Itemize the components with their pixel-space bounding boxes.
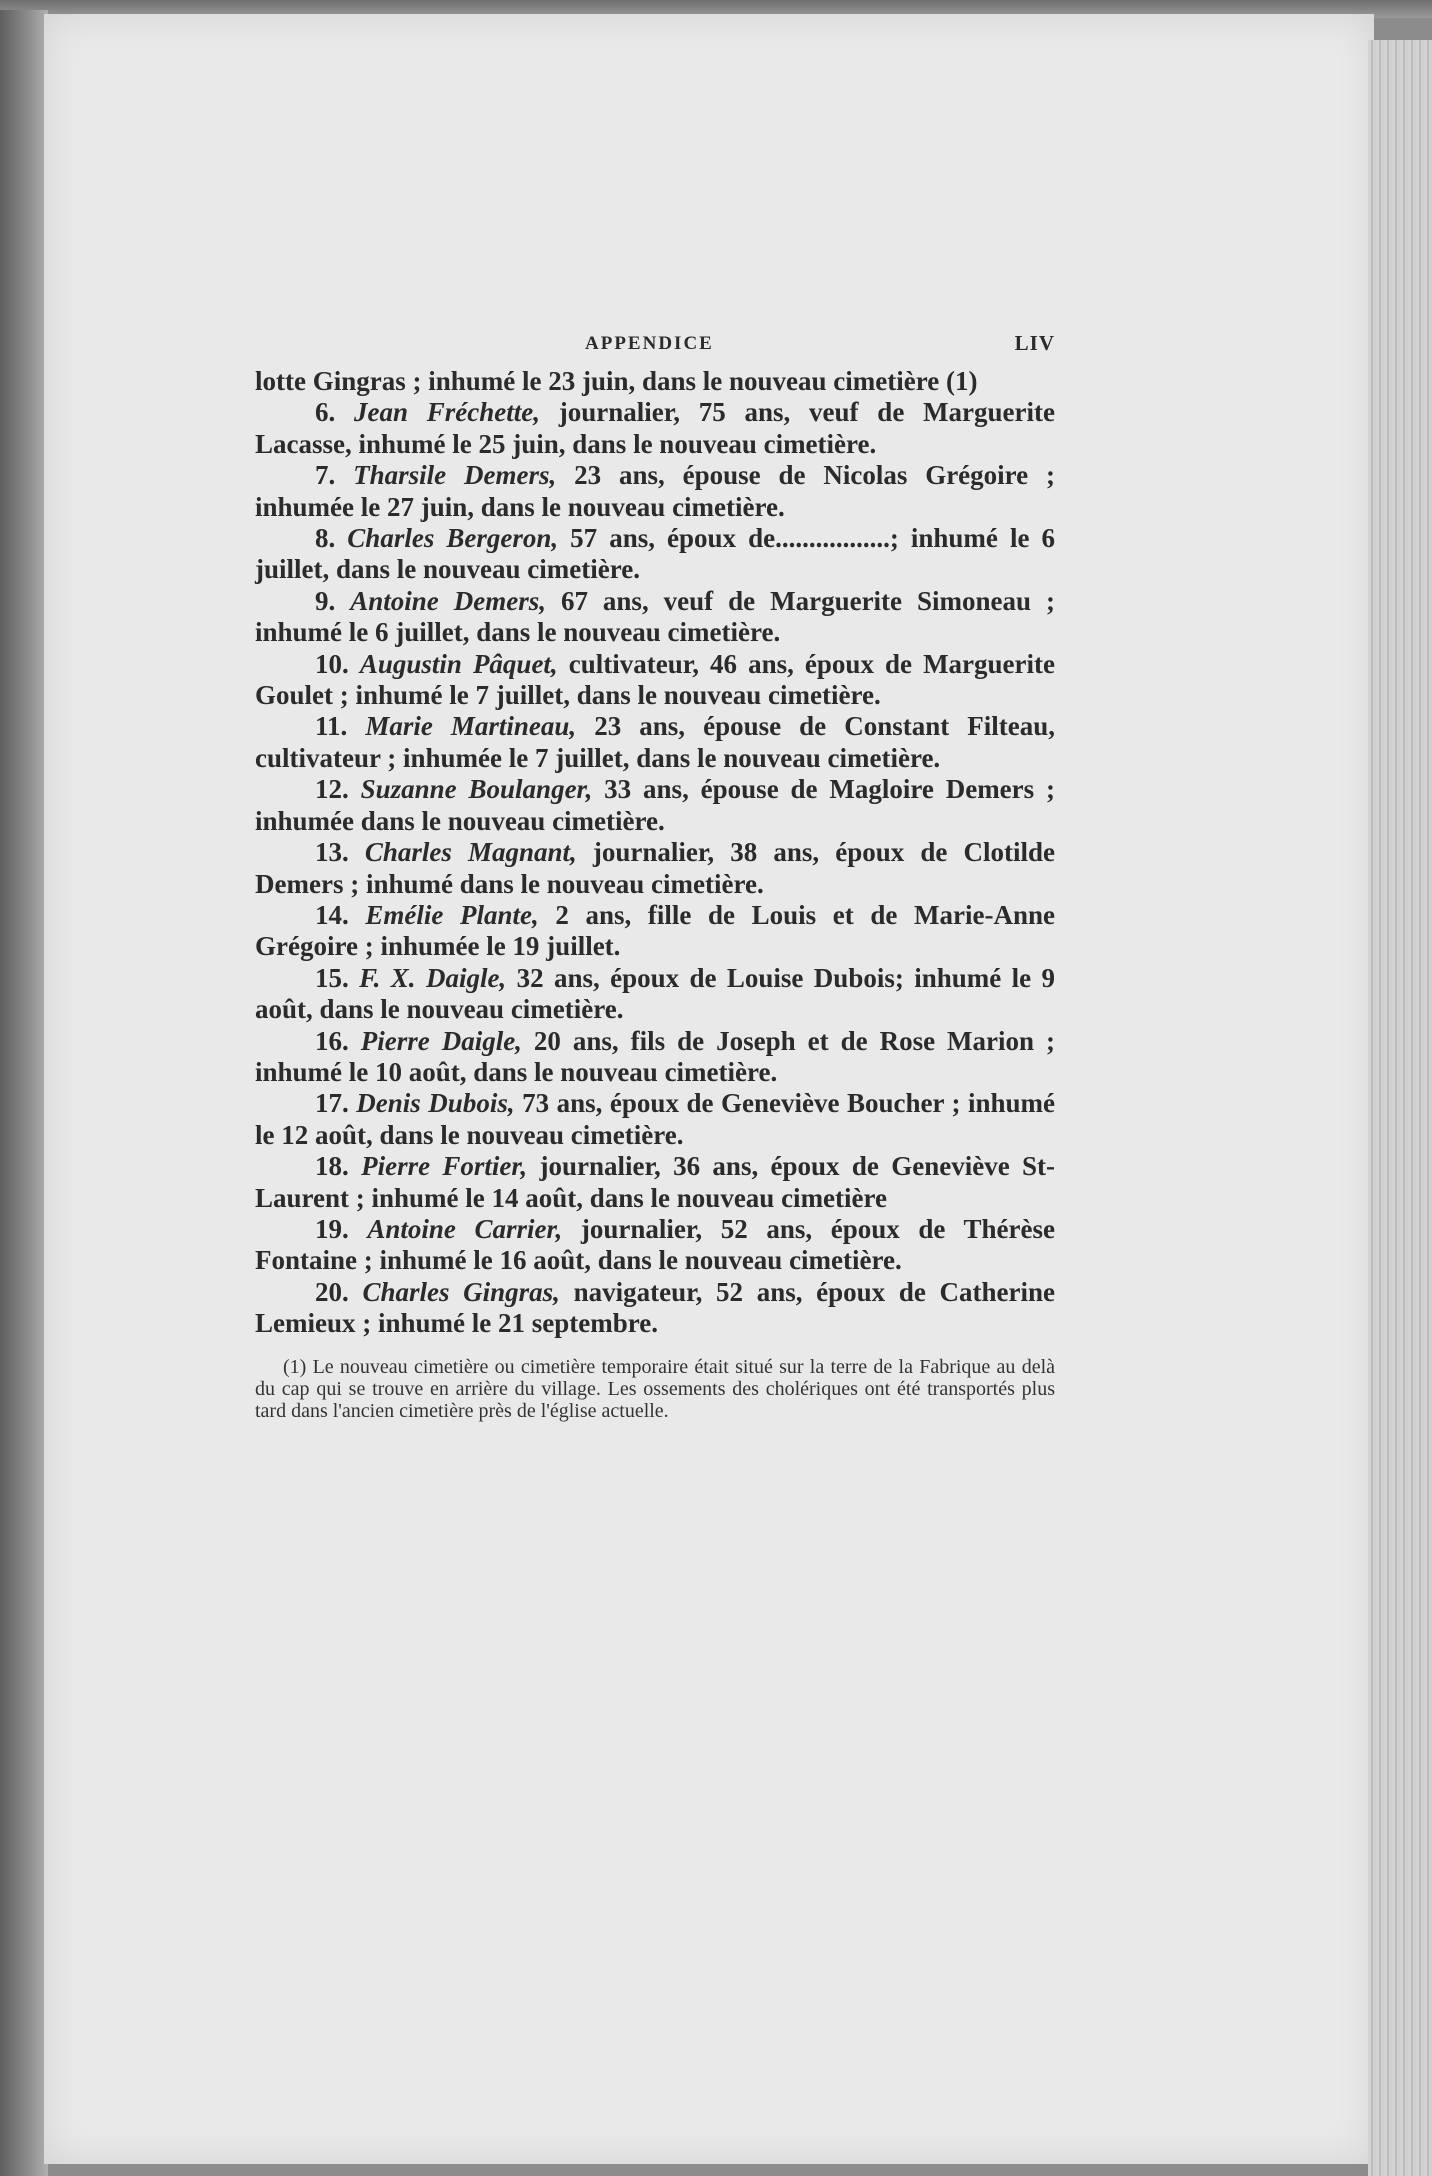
entry-number: 14. <box>315 899 349 930</box>
entry-text: navigateur, 52 ans, époux de Catherine Lemieux ; inhumé le 21 septembre. <box>255 1276 1056 1339</box>
entry-number: 6. <box>315 397 336 428</box>
entry-number: 19. <box>315 1213 349 1244</box>
burial-entry <box>255 1214 1055 1277</box>
entry-number: 12. <box>315 774 349 805</box>
entry-text: 32 ans, époux de Louise Dubois; inhumé le 9 août, dans le nouveau cimetière. <box>255 962 1055 1025</box>
burial-entry <box>255 397 1055 460</box>
entry-name: Pierre Fortier, <box>361 1151 528 1182</box>
entry-name: Pierre Daigle, <box>360 1025 522 1056</box>
entry-text: journalier, 36 ans, époux de Geneviève St-Laurent ; inhumé le 14 août, dans le nouveau cimetière <box>255 1151 1056 1213</box>
burial-entry <box>255 900 1055 963</box>
entry-text: cultivateur, 46 ans, époux de Marguerite Goulet ; inhumé le 7 juillet, dans le nouveau cimetière. <box>255 648 1055 711</box>
burial-entry <box>255 1151 1055 1214</box>
entry-number: 17. <box>315 1088 349 1119</box>
entry-name: Denis Dubois, <box>356 1088 515 1119</box>
entry-name: Charles Bergeron, <box>347 523 559 554</box>
footnote: (1) Le nouveau cimetière ou cimetière temporaire était situé sur la terre de la Fabrique au delà du cap qui se trouve en arrière du village. Les ossements des cholériques ont été transportés plus tard dans l'ancien cimetière près de l'église actuelle. <box>255 1355 1055 1422</box>
entry-name: F. X. Daigle, <box>359 962 507 993</box>
entry-name: Suzanne Boulanger, <box>360 774 593 805</box>
burial-entry <box>255 837 1055 900</box>
burial-entry <box>255 586 1055 649</box>
facing-page-edge <box>0 10 48 2176</box>
entry-text: 23 ans, épouse de Constant Filteau, cultivateur ; inhumée le 7 juillet, dans le nouveau cimetière. <box>255 711 1056 773</box>
entry-text: 23 ans, épouse de Nicolas Grégoire ; inhumée le 27 juin, dans le nouveau cimetière. <box>255 460 1056 522</box>
entry-number: 16. <box>315 1025 349 1056</box>
entry-text: 73 ans, époux de Geneviève Boucher ; inhumé le 12 août, dans le nouveau cimetière. <box>255 1088 1056 1150</box>
entry-text: 33 ans, épouse de Magloire Demers ; inhumée dans le nouveau cimetière. <box>255 774 1056 836</box>
entry-text: journalier, 75 ans, veuf de Marguerite Lacasse, inhumé le 25 juin, dans le nouveau cimetière. <box>255 397 1055 459</box>
entry-name: Tharsile Demers, <box>353 460 557 491</box>
entry-text: 2 ans, fille de Louis et de Marie-Anne Grégoire ; inhumée le 19 juillet. <box>255 899 1055 962</box>
entry-number: 11. <box>315 711 348 742</box>
entry-number: 18. <box>315 1151 349 1182</box>
burial-entry <box>255 963 1055 1026</box>
entry-number: 8. <box>315 523 336 554</box>
burial-entry <box>255 523 1055 586</box>
burial-entry <box>255 711 1055 774</box>
header-title: APPENDICE <box>585 333 714 354</box>
page-text <box>255 328 1055 1422</box>
entry-text: 67 ans, veuf de Marguerite Simoneau ; inhumé le 6 juillet, dans le nouveau cimetière. <box>255 585 1055 648</box>
entry-text: journalier, 52 ans, époux de Thérèse Fontaine ; inhumé le 16 août, dans le nouveau cimetière. <box>255 1213 1055 1276</box>
burial-entry <box>255 1088 1055 1151</box>
burial-entry <box>255 649 1055 712</box>
entry-name: Emélie Plante, <box>365 899 539 930</box>
entry-name: Antoine Carrier, <box>367 1213 563 1244</box>
entry-text: journalier, 38 ans, époux de Clotilde Demers ; inhumé dans le nouveau cimetière. <box>255 837 1055 899</box>
entry-number: 15. <box>315 962 349 993</box>
burial-entry <box>255 460 1055 523</box>
entry-number: 13. <box>315 837 349 868</box>
entry-name: Augustin Pâquet, <box>359 648 558 679</box>
entry-name: Charles Gingras, <box>362 1276 560 1307</box>
running-header <box>255 328 1055 366</box>
entry-number: 10. <box>315 648 349 679</box>
entry-name: Jean Fréchette, <box>354 397 540 428</box>
entry-text: 57 ans, époux de.................; inhumé le 6 juillet, dans le nouveau cimetière. <box>255 523 1055 585</box>
entry-number: 9. <box>315 585 336 616</box>
entry-number: 7. <box>315 460 336 491</box>
entry-name: Marie Martineau, <box>365 711 577 742</box>
page-stack-edge <box>1368 40 1432 2176</box>
entry-text: 20 ans, fils de Joseph et de Rose Marion ; inhumé le 10 août, dans le nouveau cimetière. <box>255 1025 1055 1087</box>
burial-entry <box>255 1277 1055 1340</box>
entry-number: 20. <box>315 1276 349 1307</box>
burial-entry <box>255 774 1055 837</box>
entry-name: Charles Magnant, <box>364 837 577 868</box>
continuation-paragraph: lotte Gingras ; inhumé le 23 juin, dans le nouveau cimetière (1) <box>255 366 978 396</box>
burial-entries <box>255 397 1055 1339</box>
burial-entry <box>255 1026 1055 1089</box>
page-number: LIV <box>1014 331 1055 355</box>
entry-name: Antoine Demers, <box>350 585 546 616</box>
